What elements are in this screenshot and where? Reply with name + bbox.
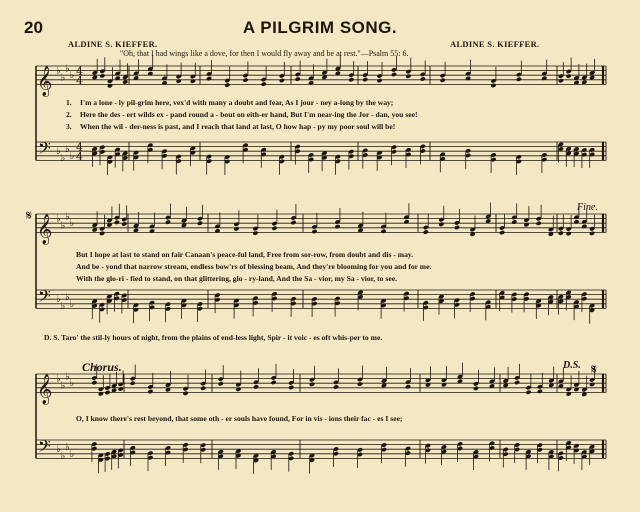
note-head [279,78,285,83]
note-head [290,220,296,225]
note-head [261,81,267,86]
lyric-line: When the wil - der-ness is past, and I reach that land at last, O how hap - py my poor soul will be! [80,122,396,131]
note-head [405,74,411,79]
flat-sign: ♭ [60,301,66,313]
note-head [104,390,110,395]
note-head [440,78,446,83]
note-head [271,380,277,385]
flat-sign: ♭ [69,448,75,460]
verse-number: 3. [66,122,72,131]
ds-lyric-line: D. S. Taro' the stil-ly hours of night, from the plains of end-less light, Spir - it voic - es oft whis-per to me. [44,333,383,342]
note-head [514,380,520,385]
time-signature: 4 [76,74,83,88]
flat-sign: ♭ [69,378,75,390]
note-head [377,78,383,83]
note-head [99,231,105,236]
segno-sign: 𝄋 [591,362,598,378]
flat-sign: ♭ [56,294,61,306]
song-title: A PILGRIM SONG. [242,18,398,37]
composer-credit: ALDINE S. KIEFFER. [450,39,540,49]
note-head [490,83,496,88]
lyric-line: But I hope at last to stand on fair Canaan's peace-ful land, Free from sor-row, from doubt and dis - may. [76,250,414,259]
note-head [334,224,340,229]
note-head [420,76,426,81]
flat-sign: ♭ [60,153,66,165]
note-head [516,77,522,82]
chorus-label: Chorus. [82,360,122,374]
note-head [161,80,167,85]
note-head [176,78,182,83]
note-head [566,231,572,236]
flat-sign: ♭ [65,211,70,223]
lyric-line: With the glo-ri - fied to stand, on that glittering, glo - ry-land, And the Sa - vior, my Sa - vior, to see. [76,274,397,283]
note-head [197,221,203,226]
time-signature: 4 [76,150,83,164]
note-head [311,229,317,234]
time-signature: 4 [76,141,83,155]
flat-sign: ♭ [65,143,70,155]
lyric-line: And be - yond that narrow stream, endless bow'rs of blessing beam, And they're blooming for you and for me. [76,262,432,271]
note-head [573,219,579,224]
bass-clef: 𝄢 [38,435,51,460]
fine-marking: Fine. [577,202,598,213]
note-head [536,221,542,226]
note-head [224,82,230,87]
note-head [348,77,354,82]
note-head [295,76,301,81]
flat-sign: ♭ [65,441,70,453]
note-head [218,381,224,386]
note-head [473,386,479,391]
flat-sign: ♭ [56,373,61,385]
flat-sign: ♭ [56,444,61,456]
note-head [438,222,444,227]
note-head [98,391,104,396]
note-head [537,389,543,394]
note-head [99,73,105,78]
flat-sign: ♭ [60,380,66,392]
note-head [107,83,113,88]
dal-segno-marking: D.S. [563,360,581,371]
flat-sign: ♭ [65,371,70,383]
note-head [362,77,368,82]
chorus-lyric-line: O, I know there's rest beyond, that some oth - er souls have found, For in vis - ions their fac - es I see; [76,414,403,423]
note-head [288,385,294,390]
page-number: 20 [24,18,43,37]
lyricist-credit: ALDINE S. KIEFFER. [68,39,158,49]
note-head [525,390,531,395]
treble-clef: 𝄞 [37,66,53,97]
verse-number: 1. [66,98,72,107]
note-head [253,384,259,389]
treble-clef: 𝄞 [37,374,53,405]
flat-sign: ♭ [65,291,70,303]
flat-sign: ♭ [69,70,75,82]
note-head [121,221,127,226]
flat-sign: ♭ [69,218,75,230]
note-head [511,219,517,224]
bass-clef: 𝄢 [38,137,51,162]
flat-sign: ♭ [60,72,66,84]
note-head [233,226,239,231]
flat-sign: ♭ [69,150,75,162]
note-head [405,384,411,389]
scripture-epigraph: "Oh, that I had wings like a dove, for then I would fly away and be at rest."—Psalm 55: 6. [120,49,409,58]
flat-sign: ♭ [65,63,70,75]
note-head [391,72,397,77]
lyric-line: I'm a lone - ly pil-grim here, vex'd with many a doubt and fear, As I jour - ney a-long by the way; [80,98,394,107]
flat-sign: ♭ [56,65,61,77]
note-head [589,382,595,387]
note-head [271,226,277,231]
note-head [183,391,189,396]
note-head [309,382,315,387]
note-head [190,79,196,84]
note-head [214,228,220,233]
note-head [380,229,386,234]
note-head [165,220,171,225]
note-head [566,73,572,78]
note-head [91,380,97,385]
note-head [581,224,587,229]
time-signature: 4 [76,65,83,79]
segno-sign: 𝄋 [26,208,33,224]
note-head [114,220,120,225]
note-head [589,231,595,236]
flat-sign: ♭ [56,213,61,225]
note-head [558,230,564,235]
note-head [200,386,206,391]
note-head [454,225,460,230]
note-head [465,76,471,81]
note-head [423,229,429,234]
note-head [333,384,339,389]
note-head [206,76,212,81]
note-head [252,230,258,235]
verse-number: 2. [66,110,72,119]
note-head [149,228,155,233]
flat-sign: ♭ [60,451,66,463]
note-head [357,381,363,386]
note-head [242,77,248,82]
note-head [403,219,409,224]
flat-sign: ♭ [56,146,61,158]
treble-clef: 𝄞 [37,214,53,245]
note-head [130,381,136,386]
note-head [147,389,153,394]
lyric-line: Here the des - ert wilds ex - pand round a - bout on eith-er hand, But I'm near-ing the Jor - dan, you see! [80,110,418,119]
note-head [558,78,564,83]
note-head [499,230,505,235]
flat-sign: ♭ [69,298,75,310]
note-head [118,386,124,391]
flat-sign: ♭ [60,220,66,232]
bass-clef: 𝄢 [38,285,51,310]
